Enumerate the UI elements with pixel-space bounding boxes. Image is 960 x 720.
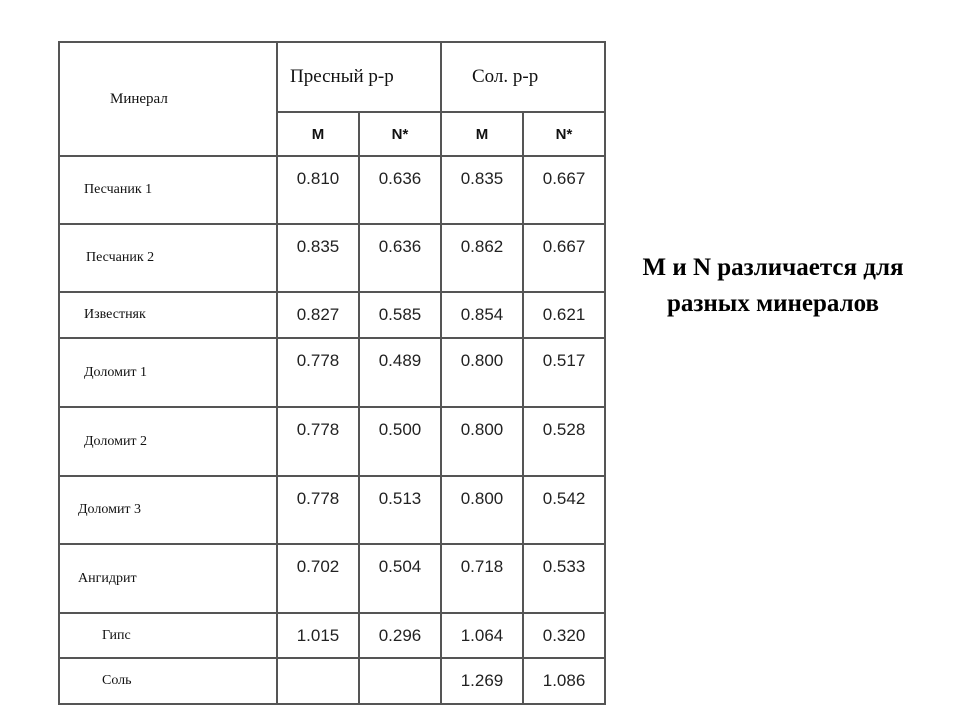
value-cell-salt-m: 0.835	[441, 156, 523, 224]
header-salt-solution: Сол. р-р	[441, 42, 605, 112]
value-cell-salt-n: 0.533	[523, 544, 605, 613]
value-cell-salt-m: 0.718	[441, 544, 523, 613]
value-cell-fresh-m: 0.810	[277, 156, 359, 224]
value-cell-salt-m: 0.800	[441, 407, 523, 476]
value-cell-fresh-n: 0.500	[359, 407, 441, 476]
value-cell-fresh-m: 1.015	[277, 613, 359, 658]
header-mineral: Минерал	[59, 42, 277, 156]
annotation-line-2: разных минералов	[666, 290, 880, 317]
value-cell-fresh-n: 0.489	[359, 338, 441, 407]
value-cell-salt-n: 0.320	[523, 613, 605, 658]
mineral-name-cell: Доломит 1	[59, 338, 277, 407]
value-cell-fresh-n: 0.636	[359, 224, 441, 292]
value-cell-salt-n: 0.517	[523, 338, 605, 407]
value-cell-fresh-n: 0.585	[359, 292, 441, 338]
value-cell-salt-m: 0.800	[441, 476, 523, 544]
annotation-line-1: M и N различается для	[642, 254, 904, 281]
value-cell-salt-n: 0.667	[523, 156, 605, 224]
table-row	[59, 224, 605, 292]
value-cell-fresh-n	[359, 658, 441, 704]
value-cell-salt-m: 1.064	[441, 613, 523, 658]
value-cell-salt-n: 0.528	[523, 407, 605, 476]
header-fresh-solution: Пресный р-р	[277, 42, 441, 112]
value-cell-salt-m: 0.854	[441, 292, 523, 338]
mineral-name-cell: Песчаник 2	[59, 224, 277, 292]
mineral-name-cell: Доломит 3	[59, 476, 277, 544]
value-cell-fresh-m	[277, 658, 359, 704]
value-cell-salt-m: 0.800	[441, 338, 523, 407]
value-cell-fresh-m: 0.778	[277, 476, 359, 544]
table-row	[59, 338, 605, 407]
value-cell-fresh-m: 0.827	[277, 292, 359, 338]
value-cell-fresh-n: 0.513	[359, 476, 441, 544]
mineral-name-cell: Соль	[59, 658, 277, 704]
value-cell-salt-m: 0.862	[441, 224, 523, 292]
value-cell-fresh-n: 0.504	[359, 544, 441, 613]
value-cell-fresh-m: 0.778	[277, 407, 359, 476]
annotation-text	[608, 250, 938, 322]
mineral-name-cell: Гипс	[59, 613, 277, 658]
table-row	[59, 292, 605, 338]
value-cell-fresh-n: 0.636	[359, 156, 441, 224]
value-cell-fresh-m: 0.778	[277, 338, 359, 407]
value-cell-fresh-m: 0.835	[277, 224, 359, 292]
table-row	[59, 156, 605, 224]
value-cell-salt-m: 1.269	[441, 658, 523, 704]
mineral-name-cell: Известняк	[59, 292, 277, 338]
value-cell-salt-n: 0.621	[523, 292, 605, 338]
value-cell-salt-n: 1.086	[523, 658, 605, 704]
mineral-name-cell: Песчаник 1	[59, 156, 277, 224]
mineral-name-cell: Ангидрит	[59, 544, 277, 613]
value-cell-salt-n: 0.667	[523, 224, 605, 292]
mineral-name-cell: Доломит 2	[59, 407, 277, 476]
value-cell-fresh-m: 0.702	[277, 544, 359, 613]
mineral-coefficient-table	[58, 41, 606, 705]
header-salt-m: M	[441, 112, 523, 156]
table-row	[59, 407, 605, 476]
header-fresh-n: N*	[359, 112, 441, 156]
table-row	[59, 613, 605, 658]
header-fresh-m: M	[277, 112, 359, 156]
table-row	[59, 544, 605, 613]
table-body	[59, 156, 605, 704]
value-cell-salt-n: 0.542	[523, 476, 605, 544]
header-salt-n: N*	[523, 112, 605, 156]
value-cell-fresh-n: 0.296	[359, 613, 441, 658]
table-row	[59, 476, 605, 544]
table-row	[59, 658, 605, 704]
